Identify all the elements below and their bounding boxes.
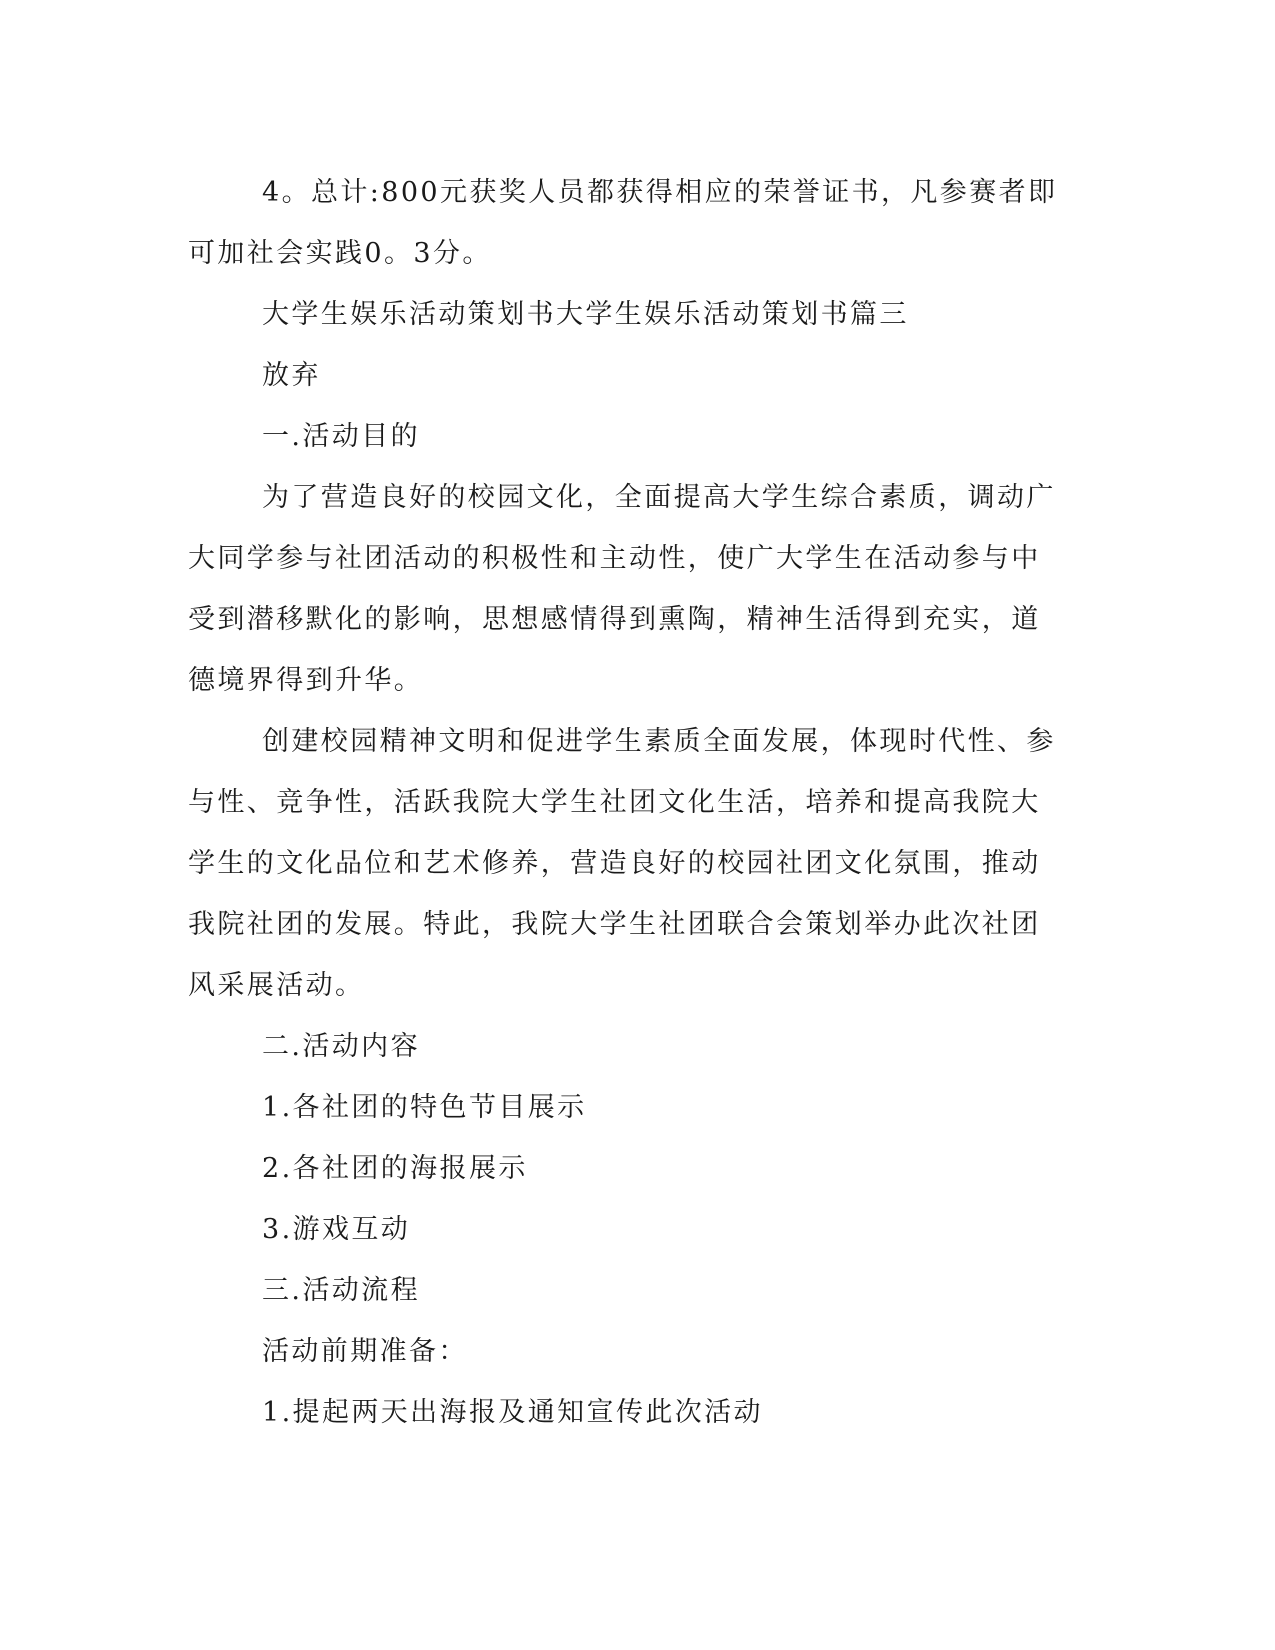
paragraph-purpose-1: 为了营造良好的校园文化，全面提高大学生综合素质，调动广大同学参与社团活动的积极性和主动性，使广大学生在活动参与中受到潜移默化的影响，思想感情得到熏陶，精神生活得到充实，道德境界得到升华。 [188, 482, 1056, 696]
document-body [188, 162, 1068, 1443]
list-item: 2.各社团的海报展示 [262, 1153, 528, 1184]
paragraph-abandon: 放弃 [262, 360, 321, 391]
list-item: 3.游戏互动 [262, 1214, 411, 1245]
subheading-preparation: 活动前期准备： [262, 1336, 468, 1367]
heading-activity-content: 二.活动内容 [262, 1031, 420, 1062]
list-item: 1.提起两天出海报及通知宣传此次活动 [262, 1397, 763, 1428]
paragraph-purpose-2: 创建校园精神文明和促进学生素质全面发展，体现时代性、参与性、竞争性，活跃我院大学生社团文化生活，培养和提高我院大学生的文化品位和艺术修养，营造良好的校园社团文化氛围，推动我院社团的发展。特此，我院大学生社团联合会策划举办此次社团风采展活动。 [188, 726, 1056, 1001]
paragraph-award-note: 4。总计:800元获奖人员都获得相应的荣誉证书，凡参赛者即可加社会实践0。3分。 [188, 177, 1058, 269]
list-item: 1.各社团的特色节目展示 [262, 1092, 587, 1123]
section-title: 大学生娱乐活动策划书大学生娱乐活动策划书篇三 [262, 299, 909, 330]
heading-activity-purpose: 一.活动目的 [262, 421, 420, 452]
heading-activity-process: 三.活动流程 [262, 1275, 420, 1306]
